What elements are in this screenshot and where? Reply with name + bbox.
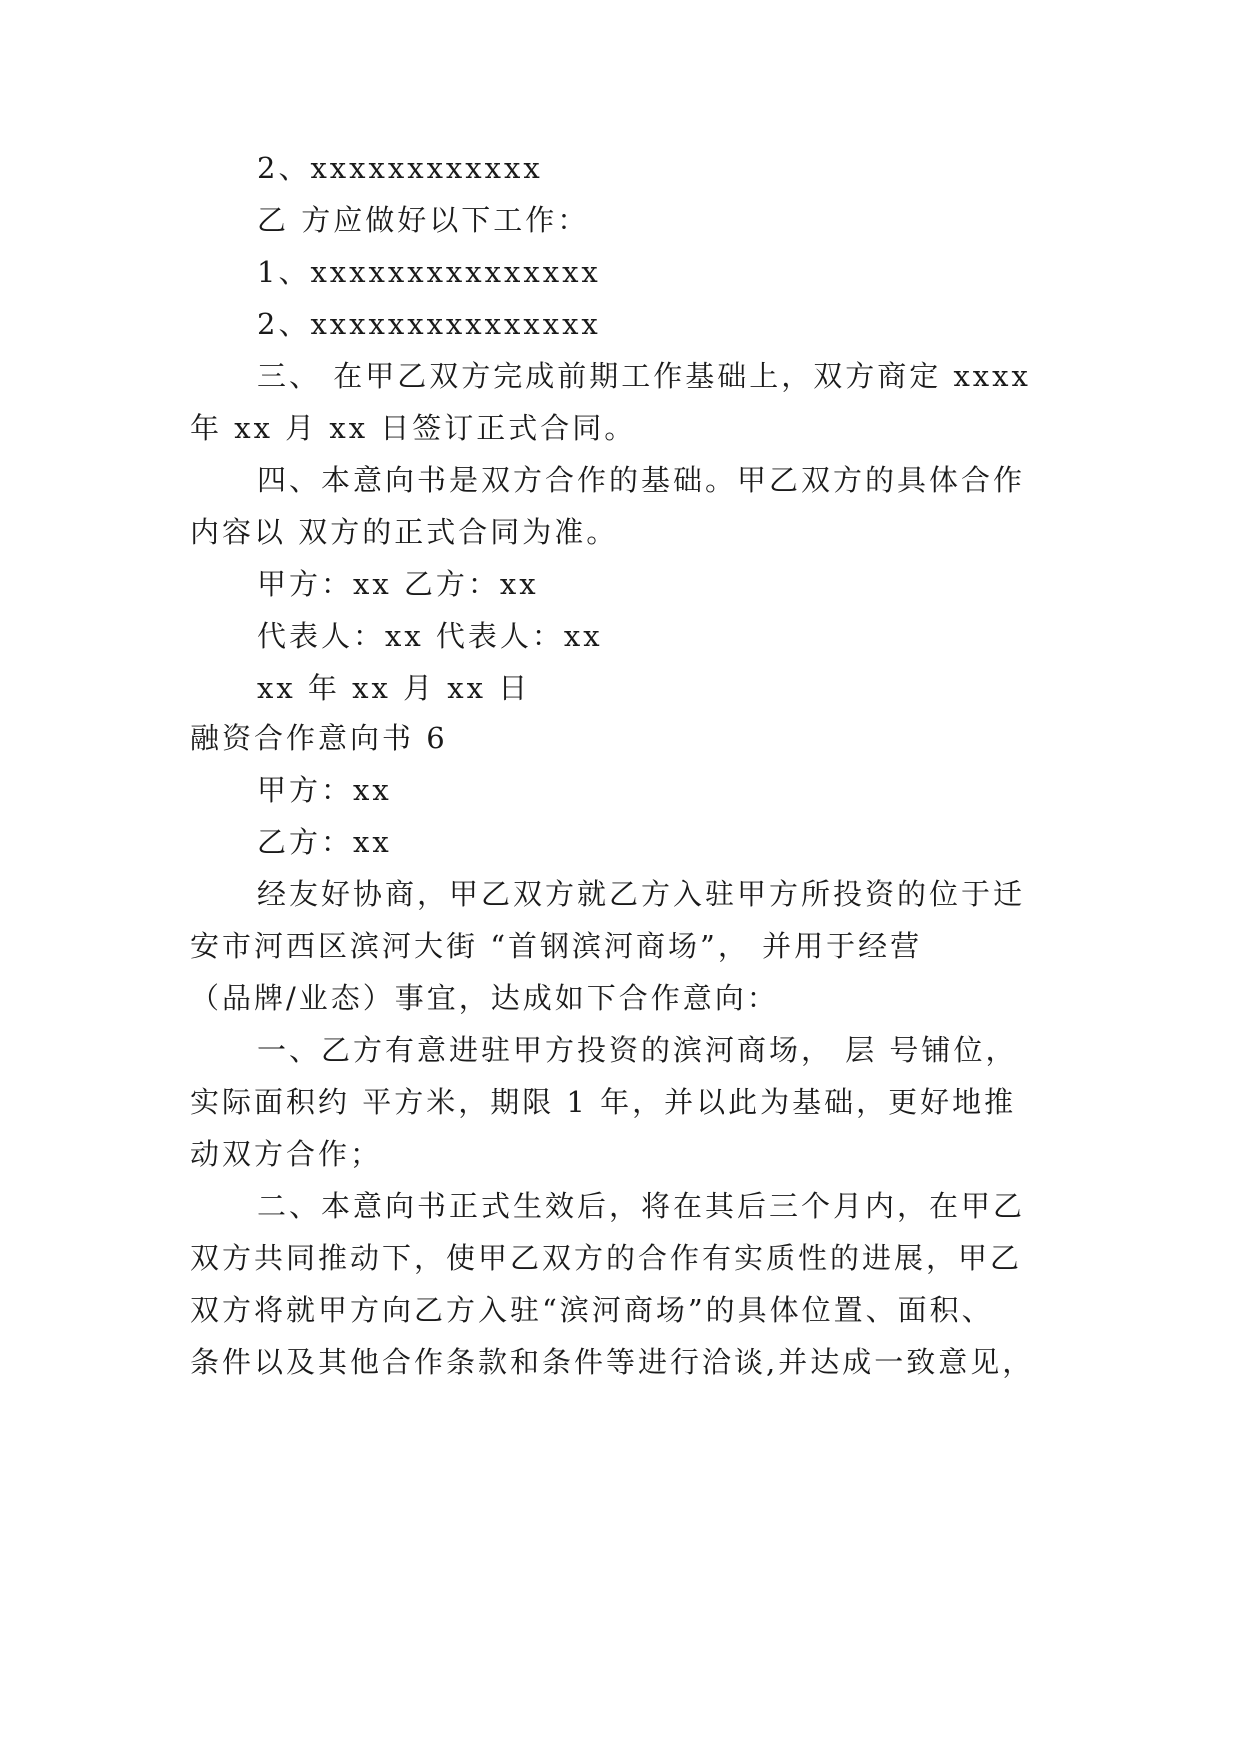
signature-date: xx 年 xx 月 xx 日	[257, 671, 531, 705]
signature-representatives: 代表人：xx 代表人：xx	[257, 619, 603, 653]
party-b: 乙方：xx	[257, 825, 392, 859]
text-line: 乙 方应做好以下工作：	[257, 203, 590, 237]
text-line: 二、本意向书正式生效后，将在其后三个月内，在甲乙	[257, 1189, 1026, 1223]
text-line: 双方共同推动下，使甲乙双方的合作有实质性的进展，甲乙	[190, 1241, 1023, 1275]
text-line: 1、xxxxxxxxxxxxxxx	[257, 255, 601, 289]
signature-parties: 甲方：xx 乙方：xx	[257, 567, 539, 601]
text-line: 2、xxxxxxxxxxxx	[257, 151, 543, 185]
text-line: （品牌/业态）事宜，达成如下合作意向：	[190, 981, 779, 1015]
text-line: 2、xxxxxxxxxxxxxxx	[257, 307, 601, 341]
party-a: 甲方：xx	[257, 773, 392, 807]
text-line: 双方将就甲方向乙方入驻“滨河商场”的具体位置、面积、	[190, 1293, 994, 1327]
text-line: 四、本意向书是双方合作的基础。甲乙双方的具体合作	[257, 463, 1026, 497]
text-line: 动双方合作；	[190, 1137, 383, 1171]
text-line: 三、 在甲乙双方完成前期工作基础上，双方商定 xxxx	[257, 359, 1031, 393]
text-line: 一、乙方有意进驻甲方投资的滨河商场， 层 号铺位，	[257, 1033, 1018, 1067]
text-line: 内容以 双方的正式合同为准。	[190, 515, 619, 549]
text-line: 条件以及其他合作条款和条件等进行洽谈,并达成一致意见，	[190, 1345, 1035, 1379]
text-line: 年 xx 月 xx 日签订正式合同。	[190, 411, 637, 445]
text-line: 实际面积约 平方米，期限 1 年，并以此为基础，更好地推	[190, 1085, 1017, 1119]
text-line: 经友好协商，甲乙双方就乙方入驻甲方所投资的位于迁	[257, 877, 1026, 911]
text-line: 安市河西区滨河大街 “首钢滨河商场”， 并用于经营	[190, 929, 923, 963]
section-heading: 融资合作意向书 6	[190, 721, 448, 755]
